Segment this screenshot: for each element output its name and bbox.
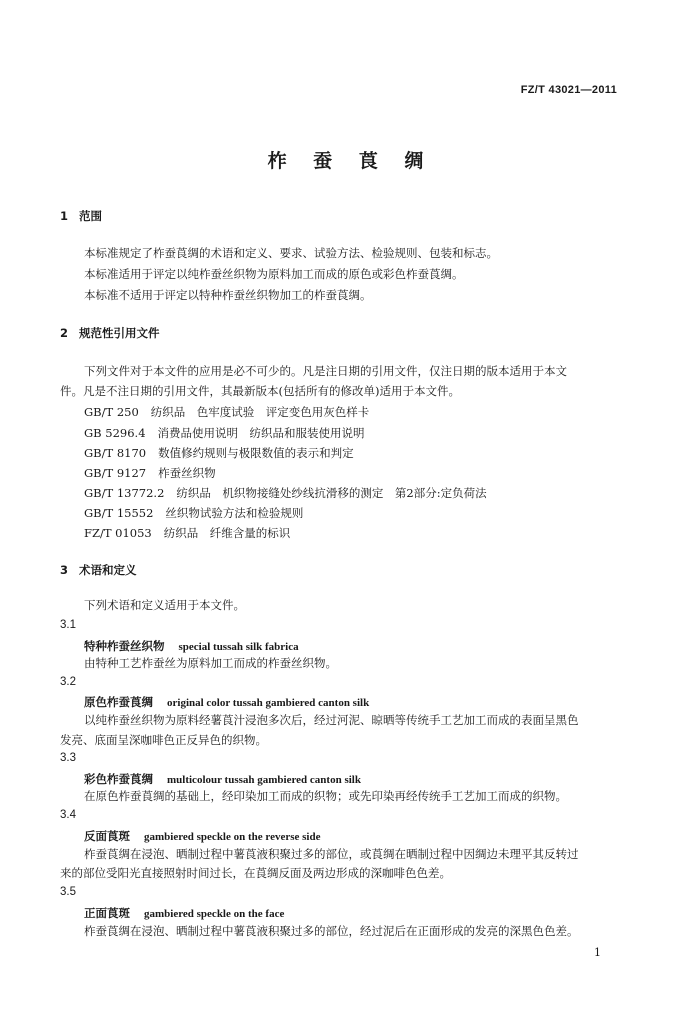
term-definition: 发亮、底面呈深咖啡色正反异色的织物。 [60,733,267,747]
reference-code: GB/T 8170 [84,446,147,460]
reference-title: 丝织物试验方法和检验规则 [165,506,304,520]
reference-code: GB 5296.4 [84,426,146,440]
term-en: gambiered speckle on the reverse side [144,831,321,843]
reference-item [84,404,369,420]
section-heading-terms [60,562,137,578]
term-en: special tussah silk fabrica [178,641,299,653]
term-number: 3.1 [60,619,76,631]
normative-intro-line: 下列文件对于本文件的应用是必不可少的。凡是注日期的引用文件，仅注日期的版本适用于本文 [84,364,567,378]
reference-title: 纺织品 机织物接缝处纱线抗滑移的测定 第2部分:定负荷法 [176,486,487,500]
scope-line: 本标准规定了柞蚕莨绸的术语和定义、要求、试验方法、检验规则、包装和标志。 [84,246,498,260]
reference-title: 纺织品 纤维含量的标识 [163,526,291,540]
term-heading [84,638,299,654]
term-heading [84,828,320,844]
term-definition: 柞蚕莨绸在浸泡、晒制过程中薯莨液积聚过多的部位，或莨绸在晒制过程中因绸边未理平其反转过 [84,847,579,861]
term-en: multicolour tussah gambiered canton silk [167,774,361,786]
section-heading-normative [60,325,160,341]
term-definition: 柞蚕莨绸在浸泡、晒制过程中薯莨液积聚过多的部位，经过泥后在正面形成的发亮的深黑色色差。 [84,924,579,938]
page-number: 1 [594,946,601,959]
reference-item [84,445,354,461]
term-zh: 彩色柞蚕莨绸 [84,772,153,786]
reference-title: 数值修约规则与极限数值的表示和判定 [158,446,354,460]
term-heading [84,771,361,787]
section-number: 1 [60,209,69,223]
section-title: 范围 [79,209,102,223]
reference-code: GB/T 250 [84,405,139,419]
section-title: 术语和定义 [79,563,137,577]
section-title: 规范性引用文件 [79,326,160,340]
section-number: 3 [60,563,69,577]
term-en: original color tussah gambiered canton silk [167,697,370,709]
reference-item [84,505,303,521]
reference-item [84,485,487,501]
term-number: 3.4 [60,809,76,821]
section-heading-scope [60,208,102,224]
scope-line: 本标准适用于评定以纯柞蚕丝织物为原料加工而成的原色或彩色柞蚕莨绸。 [84,267,464,281]
term-number: 3.3 [60,752,76,764]
term-zh: 正面莨斑 [84,906,130,920]
reference-code: GB/T 13772.2 [84,486,165,500]
reference-item [84,465,216,481]
reference-title: 消费品使用说明 纺织品和服装使用说明 [157,426,365,440]
term-definition: 以纯柞蚕丝织物为原料经薯莨汁浸泡多次后，经过河泥、晾晒等传统手工艺加工而成的表面呈黑色 [84,713,579,727]
normative-intro-line: 件。凡是不注日期的引用文件，其最新版本(包括所有的修改单)适用于本文件。 [60,384,460,398]
term-heading [84,694,369,710]
term-definition: 来的部位受阳光直接照射时间过长，在莨绸反面及两边形成的深咖啡色色差。 [60,866,451,880]
term-en: gambiered speckle on the face [144,908,285,920]
document-title: 柞 蚕 莨 绸 [267,150,434,172]
section-number: 2 [60,326,69,340]
term-number: 3.5 [60,886,76,898]
term-heading [84,905,284,921]
reference-code: GB/T 9127 [84,466,147,480]
reference-item [84,425,365,441]
scope-line: 本标准不适用于评定以特种柞蚕丝织物加工的柞蚕莨绸。 [84,288,372,302]
reference-item [84,525,290,541]
reference-code: GB/T 15552 [84,506,154,520]
term-zh: 原色柞蚕莨绸 [84,695,153,709]
reference-title: 柞蚕丝织物 [158,466,216,480]
term-zh: 反面莨斑 [84,829,130,843]
terms-intro: 下列术语和定义适用于本文件。 [84,598,245,612]
reference-code: FZ/T 01053 [84,526,152,540]
term-definition: 由特种工艺柞蚕丝为原料加工而成的柞蚕丝织物。 [84,656,337,670]
term-zh: 特种柞蚕丝织物 [84,639,165,653]
standard-number: FZ/T 43021—2011 [520,84,617,96]
reference-title: 纺织品 色牢度试验 评定变色用灰色样卡 [150,405,370,419]
term-number: 3.2 [60,676,76,688]
term-definition: 在原色柞蚕莨绸的基础上，经印染加工而成的织物；或先印染再经传统手工艺加工而成的织物。 [84,789,567,803]
